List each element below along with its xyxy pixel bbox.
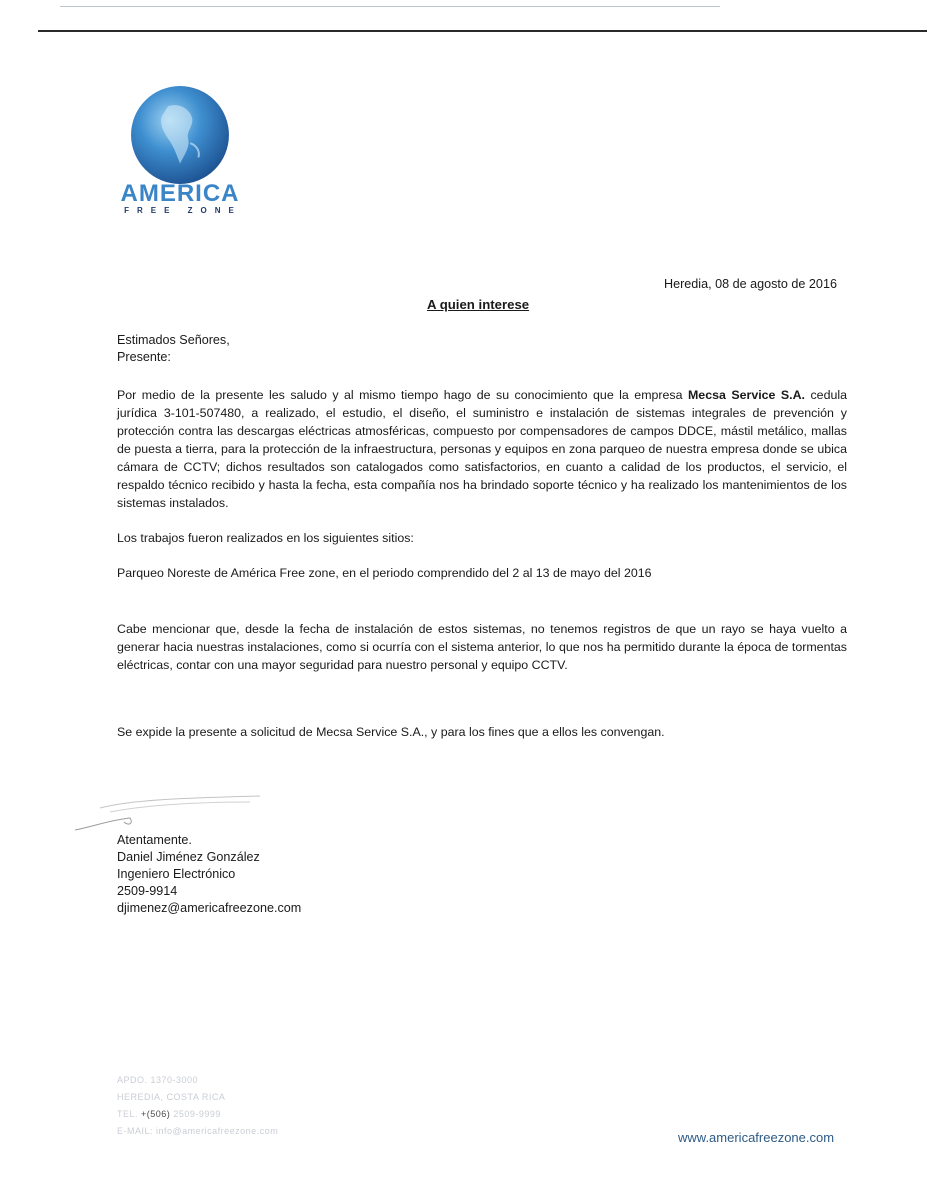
salutation (117, 332, 230, 366)
footer-email: E-MAIL: info@americafreezone.com (117, 1126, 279, 1136)
closing-statement: Se expide la presente a solicitud de Mecsa Service S.A., y para los fines que a ellos les convengan. (117, 725, 665, 739)
salutation-line: Presente: (117, 350, 171, 364)
top-faint-rule (60, 6, 720, 7)
body-paragraph-1-prefix: Por medio de la presente les saludo y al mismo tiempo hago de su conocimiento que la empresa (117, 388, 688, 402)
letter-date: Heredia, 08 de agosto de 2016 (664, 277, 837, 291)
footer-tel-prefix: TEL. (117, 1109, 139, 1119)
salutation-line: Estimados Señores, (117, 333, 230, 347)
globe-icon (129, 84, 231, 186)
letter-subject: A quien interese (427, 297, 530, 312)
signature-title: Ingeniero Electrónico (117, 867, 236, 881)
footer-tel-number: 2509-9999 (173, 1109, 221, 1119)
footer-address: APDO. 1370-3000 (117, 1075, 199, 1085)
body-paragraph-2: Cabe mencionar que, desde la fecha de instalación de estos sistemas, no tenemos registros de que un rayo se haya vuelto a generar hacia nuestras instalaciones, como si ocurría con el sistema anterior, lo que nos ha permitido durante la época de tormentas eléctricas, contar con una mayor seguridad para nuestro personal y equipo CCTV. (117, 622, 847, 672)
footer-phone (117, 1106, 278, 1123)
sites-intro: Los trabajos fueron realizados en los siguientes sitios: (117, 531, 414, 545)
logo-wordmark: AMERICA (120, 180, 240, 207)
signature-closing: Atentamente. (117, 833, 192, 847)
site-item: Parqueo Noreste de América Free zone, en el periodo comprendido del 2 al 13 de mayo del 2016 (117, 566, 652, 580)
company-name: Mecsa Service S.A. (687, 388, 806, 402)
company-logo (118, 84, 242, 215)
logo-subtitle: FREE ZONE (124, 206, 242, 215)
signature-name: Daniel Jiménez González (117, 850, 260, 864)
footer-contact (117, 1072, 278, 1140)
footer-tel-code: +(506) (141, 1109, 171, 1119)
signature-scribble (70, 790, 270, 835)
footer-city: HEREDIA, COSTA RICA (117, 1092, 226, 1102)
header-rule (38, 30, 927, 32)
signature-email: djimenez@americafreezone.com (117, 901, 302, 915)
body-paragraph-1-suffix: cedula jurídica 3-101-507480, a realizado, el estudio, el diseño, el suministro e instalación de sistemas integrales de prevención y protección contra las descargas eléctricas atmosféricas, compuesto por compensadores de campos DDCE, mástil metálico, mallas de puesta a tierra, para la protección de la infraestructura, personas y equipos en zona parqueo de nuestra empresa donde se ubica cámara de CCTV; dichos resultados son catalogados como satisfactorios, en cuanto a calidad de los productos, el servicio, el respaldo técnico recibido y hasta la fecha, esta compañía nos ha brindado soporte técnico y ha realizado los mantenimientos de los sistemas instalados. (117, 388, 847, 510)
body-paragraph-1 (117, 386, 847, 512)
signature-block (117, 832, 301, 917)
signature-phone: 2509-9914 (117, 884, 178, 898)
footer-website: www.americafreezone.com (678, 1130, 835, 1145)
